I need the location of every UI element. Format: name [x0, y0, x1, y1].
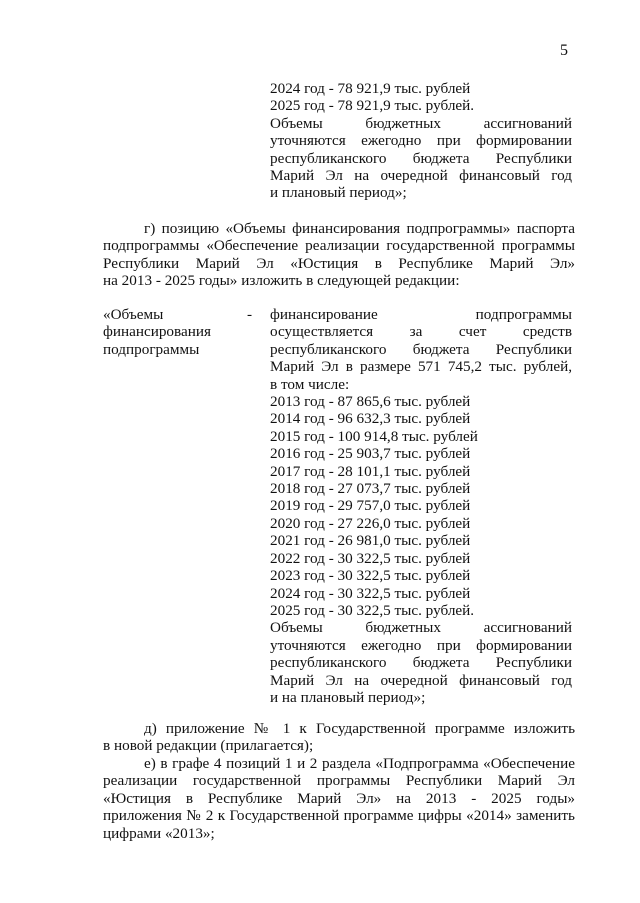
text-line: осуществляется за счет средств: [270, 323, 572, 341]
year-amount-line: 2020 год - 27 226,0 тыс. рублей: [270, 514, 471, 532]
year-amount-line: 2024 год - 30 322,5 тыс. рублей: [270, 584, 471, 602]
text-line: подпрограммы «Обеспечение реализации государственной программы: [103, 237, 575, 255]
text-line: 2024 год - 78 921,9 тыс. рублей: [270, 80, 471, 97]
table-label-line: финансирования: [103, 323, 211, 341]
text-line: уточняются ежегодно при формировании: [270, 636, 572, 654]
year-amount-line: 2013 год - 87 865,6 тыс. рублей: [270, 393, 471, 411]
paragraph-e: [103, 755, 575, 842]
text-line: приложения № 2 к Государственной программе цифры «2014» заменить: [103, 807, 575, 825]
text-line: Объемы бюджетных ассигнований: [270, 619, 572, 637]
table-label-line: «Объемы: [103, 306, 164, 323]
text-line: цифрами «2013»;: [103, 824, 215, 842]
year-amount-line: 2022 год - 30 322,5 тыс. рублей: [270, 549, 471, 567]
text-line: д) приложение № 1 к Государственной программе изложить: [144, 720, 575, 737]
table-left-column: [103, 306, 253, 358]
year-amount-line: 2017 год - 28 101,1 тыс. рублей: [270, 462, 471, 480]
year-amount-line: 2018 год - 27 073,7 тыс. рублей: [270, 480, 471, 498]
text-line: на 2013 - 2025 годы» изложить в следующей редакции:: [103, 272, 460, 290]
text-line: республиканского бюджета Республики: [270, 340, 572, 358]
text-line: и плановый период»;: [270, 184, 407, 202]
table-label-line: подпрограммы: [103, 340, 200, 358]
table-dash: -: [247, 306, 253, 323]
page-number: 5: [560, 42, 568, 59]
text-line: Марий Эл на очередной финансовый год: [270, 167, 572, 185]
text-line: Республики Марий Эл «Юстиция в Республике Марий Эл»: [103, 254, 575, 272]
text-line: Марий Эл на очередной финансовый год: [270, 671, 572, 689]
paragraph-g: [103, 220, 575, 290]
text-line: в новой редакции (прилагается);: [103, 737, 314, 755]
text-line: республиканского бюджета Республики: [270, 654, 572, 672]
text-line: е) в графе 4 позиций 1 и 2 раздела «Подпрограмма «Обеспечение: [144, 755, 575, 772]
text-line: республиканского бюджета Республики: [270, 149, 572, 167]
year-amount-line: 2023 год - 30 322,5 тыс. рублей: [270, 567, 471, 585]
text-line: финансирование подпрограммы: [270, 306, 572, 323]
text-line: «Юстиция в Республике Марий Эл» на 2013 - 2025 годы»: [103, 789, 575, 807]
paragraph-d: [103, 720, 575, 755]
text-line: 2025 год - 78 921,9 тыс. рублей.: [270, 97, 475, 115]
text-line: г) позицию «Объемы финансирования подпрограммы» паспорта: [144, 220, 575, 237]
text-line: реализации государственной программы Республики Марий Эл: [103, 772, 575, 790]
year-amount-line: 2015 год - 100 914,8 тыс. рублей: [270, 427, 478, 445]
text-line: Марий Эл в размере 571 745,2 тыс. рублей,: [270, 358, 572, 376]
text-line: уточняются ежегодно при формировании: [270, 132, 572, 150]
text-line: в том числе:: [270, 375, 350, 393]
table-right-column: [270, 306, 572, 706]
year-amount-line: 2014 год - 96 632,3 тыс. рублей: [270, 410, 471, 428]
text-line: Объемы бюджетных ассигнований: [270, 114, 572, 132]
year-amount-line: 2025 год - 30 322,5 тыс. рублей.: [270, 601, 475, 619]
text-line: и на плановый период»;: [270, 688, 426, 706]
year-amount-line: 2019 год - 29 757,0 тыс. рублей: [270, 497, 471, 515]
year-amount-line: 2021 год - 26 981,0 тыс. рублей: [270, 532, 471, 550]
year-amount-line: 2016 год - 25 903,7 тыс. рублей: [270, 445, 471, 463]
top-continuation-block: [270, 80, 572, 202]
